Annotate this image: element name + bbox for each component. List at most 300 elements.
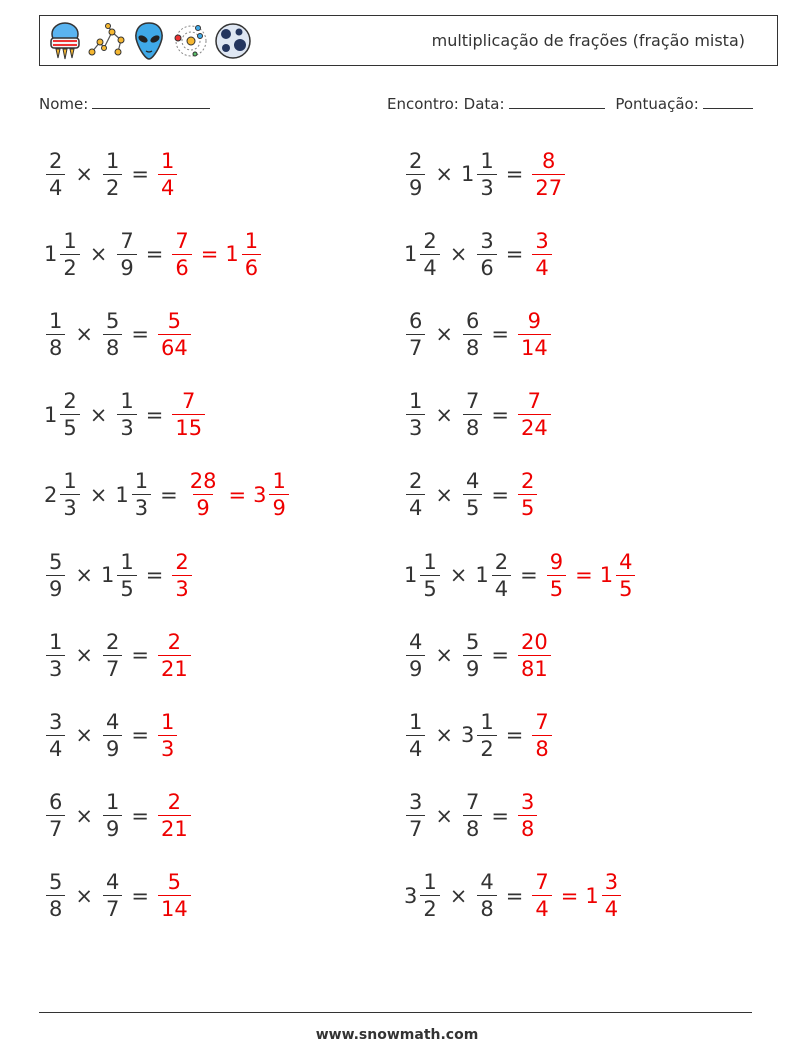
denominator: 5 (60, 414, 79, 441)
numerator: 1 (105, 148, 120, 173)
denominator: 9 (103, 815, 122, 842)
numerator: 1 (244, 228, 259, 253)
ufo-icon (46, 20, 84, 62)
fraction (420, 549, 439, 602)
fraction (172, 388, 205, 441)
numerator: 7 (175, 228, 189, 253)
times-sign: × (435, 643, 453, 668)
denominator: 4 (406, 494, 425, 521)
denominator: 9 (463, 655, 482, 682)
fraction (187, 468, 220, 521)
denominator: 8 (46, 895, 65, 922)
fraction (406, 709, 425, 762)
footer-divider (39, 1012, 752, 1013)
denominator: 4 (46, 174, 65, 201)
fraction (463, 388, 482, 441)
numerator: 2 (409, 148, 423, 173)
fraction (492, 549, 511, 602)
answer (170, 388, 207, 441)
denominator: 3 (132, 494, 151, 521)
header-icons (46, 20, 252, 62)
fraction (117, 228, 136, 281)
answer (530, 709, 553, 762)
answer (156, 308, 193, 361)
numerator: 2 (63, 389, 77, 414)
equals-sign: = (160, 482, 178, 507)
denominator: 8 (103, 334, 122, 361)
numerator: 1 (49, 308, 63, 333)
equals-sign: = (491, 803, 509, 828)
answer (516, 388, 553, 441)
numerator: 4 (465, 469, 480, 494)
fraction (532, 148, 565, 201)
whole-number: 2 (44, 482, 58, 507)
denominator: 9 (269, 494, 288, 521)
fraction (463, 308, 482, 361)
numerator: 3 (520, 790, 535, 815)
fraction (477, 709, 496, 762)
fraction (518, 308, 551, 361)
numerator: 7 (535, 870, 549, 895)
fraction (60, 228, 79, 281)
fraction (477, 228, 496, 281)
numerator: 6 (409, 308, 423, 333)
answer (156, 869, 193, 922)
denominator: 3 (46, 655, 65, 682)
denominator: 5 (616, 575, 635, 602)
numerator: 1 (423, 549, 437, 574)
whole-number: 1 (475, 563, 489, 587)
equals-sign: = (145, 563, 164, 587)
denominator: 2 (420, 895, 439, 922)
numerator: 3 (480, 228, 494, 253)
fraction (420, 228, 439, 281)
times-sign: × (89, 402, 108, 427)
denominator: 3 (406, 414, 425, 441)
denominator: 14 (518, 334, 551, 361)
fraction (103, 789, 122, 842)
denominator: 4 (532, 254, 551, 281)
problem-item (44, 222, 263, 286)
fraction (46, 629, 65, 682)
whole-number: 1 (404, 563, 418, 587)
fraction (547, 549, 566, 602)
denominator: 8 (46, 334, 65, 361)
fraction (477, 148, 496, 201)
problem-item (44, 623, 193, 687)
denominator: 64 (158, 334, 191, 361)
equals-sign: = (505, 242, 524, 267)
equals-sign: = (131, 643, 149, 668)
denominator: 81 (518, 655, 551, 682)
whole-number: 3 (404, 883, 418, 908)
denominator: 3 (117, 414, 136, 441)
denominator: 2 (477, 735, 496, 762)
denominator: 4 (420, 254, 439, 281)
fraction (158, 709, 177, 762)
numerator: 2 (409, 469, 423, 494)
equals-sign: = (145, 242, 164, 267)
denominator: 7 (406, 334, 425, 361)
denominator: 4 (406, 735, 425, 762)
problem-item (44, 302, 193, 366)
denominator: 14 (158, 895, 191, 922)
numerator: 2 (167, 629, 182, 654)
numerator: 2 (494, 549, 509, 574)
answer (530, 148, 567, 201)
times-sign: × (75, 723, 93, 748)
fraction (60, 468, 79, 521)
whole-number: 1 (599, 563, 614, 587)
equals-sign: = (145, 402, 164, 427)
name-field[interactable] (39, 94, 210, 113)
fraction (172, 228, 191, 281)
fraction (158, 148, 177, 201)
equals-sign: = (228, 482, 247, 507)
equals-sign: = (560, 883, 579, 908)
numerator: 4 (480, 870, 494, 895)
numerator: 5 (167, 870, 182, 895)
fraction (463, 468, 482, 521)
problem-item (404, 222, 554, 286)
fraction (117, 549, 136, 602)
denominator: 9 (103, 735, 122, 762)
moon-craters-icon (214, 20, 252, 62)
equals-sign: = (491, 482, 509, 507)
whole-number: 1 (44, 402, 58, 427)
answer (516, 789, 539, 842)
equals-sign: = (505, 883, 524, 908)
problem-item (404, 864, 623, 928)
numerator: 1 (105, 790, 120, 815)
equals-sign: = (200, 242, 219, 267)
numerator: 1 (49, 629, 63, 654)
times-sign: × (75, 803, 93, 828)
numerator: 3 (409, 790, 423, 815)
fraction (60, 388, 79, 441)
numerator: 4 (105, 870, 120, 895)
fraction (463, 789, 482, 842)
answer (530, 228, 553, 281)
numerator: 6 (49, 790, 63, 815)
numerator: 2 (167, 790, 182, 815)
answer (156, 789, 193, 842)
problem-item (404, 302, 553, 366)
fraction (103, 629, 122, 682)
denominator: 8 (477, 895, 496, 922)
problem-item (44, 142, 179, 206)
fraction (518, 388, 551, 441)
numerator: 5 (49, 870, 63, 895)
numerator: 8 (542, 148, 556, 173)
numerator: 5 (465, 629, 480, 654)
score-label: Pontuação: (615, 95, 699, 113)
denominator: 7 (103, 655, 122, 682)
times-sign: × (449, 563, 468, 587)
name-blank[interactable] (92, 94, 210, 109)
answer (530, 869, 623, 922)
fraction (602, 869, 621, 922)
denominator: 3 (60, 494, 79, 521)
times-sign: × (449, 883, 468, 908)
numerator: 2 (105, 629, 120, 654)
fraction (518, 789, 537, 842)
numerator: 1 (409, 389, 423, 414)
denominator: 5 (463, 494, 482, 521)
problem-item (44, 543, 194, 607)
whole-number: 1 (100, 563, 115, 587)
answer (516, 468, 539, 521)
numerator: 1 (120, 389, 134, 414)
denominator: 8 (463, 334, 482, 361)
numerator: 1 (160, 148, 175, 173)
fraction (420, 869, 439, 922)
fraction (46, 549, 65, 602)
numerator: 2 (520, 469, 535, 494)
denominator: 9 (46, 575, 65, 602)
fraction (46, 789, 65, 842)
denominator: 5 (547, 575, 566, 602)
fraction (46, 709, 65, 762)
fraction (406, 148, 425, 201)
problem-item (404, 703, 554, 767)
fraction (132, 468, 151, 521)
denominator: 9 (117, 254, 136, 281)
problem-item (404, 142, 567, 206)
problem-item (44, 463, 291, 527)
fraction (158, 869, 191, 922)
denominator: 2 (103, 174, 122, 201)
denominator: 8 (463, 414, 482, 441)
fraction (103, 148, 122, 201)
numerator: 5 (105, 308, 120, 333)
numerator: 1 (423, 870, 437, 895)
constellation-icon (88, 20, 126, 62)
fraction (242, 228, 261, 281)
denominator: 9 (406, 655, 425, 682)
whole-number: 1 (585, 883, 599, 908)
numerator: 1 (63, 228, 77, 253)
denominator: 8 (532, 735, 551, 762)
equals-sign: = (131, 883, 149, 908)
name-label: Nome: (39, 95, 89, 113)
problem-item (404, 463, 539, 527)
fraction (158, 308, 191, 361)
denominator: 4 (46, 735, 65, 762)
equals-sign: = (505, 162, 524, 186)
denominator: 6 (477, 254, 496, 281)
times-sign: × (75, 322, 93, 347)
numerator: 2 (423, 228, 437, 253)
denominator: 4 (532, 895, 551, 922)
answer (516, 308, 553, 361)
equals-sign: = (131, 723, 149, 748)
numerator: 4 (105, 709, 120, 734)
equals-sign: = (491, 643, 509, 668)
fraction (532, 709, 551, 762)
numerator: 1 (409, 709, 423, 734)
denominator: 8 (463, 815, 482, 842)
fraction (103, 308, 122, 361)
fraction (46, 308, 65, 361)
fraction (532, 228, 551, 281)
denominator: 9 (406, 174, 425, 201)
times-sign: × (75, 563, 93, 587)
denominator: 7 (406, 815, 425, 842)
problem-item (44, 864, 193, 928)
equals-sign: = (131, 162, 149, 186)
numerator: 28 (189, 469, 217, 494)
denominator: 5 (117, 575, 136, 602)
times-sign: × (435, 803, 453, 828)
numerator: 3 (604, 870, 619, 895)
denominator: 8 (518, 815, 537, 842)
fraction (463, 629, 482, 682)
answer (156, 148, 179, 201)
score-blank[interactable] (703, 94, 753, 109)
denominator: 4 (492, 575, 511, 602)
problem-item (44, 703, 179, 767)
solar-system-icon (172, 20, 210, 62)
numerator: 1 (63, 469, 77, 494)
numerator: 1 (480, 709, 494, 734)
numerator: 6 (465, 308, 480, 333)
numerator: 20 (520, 629, 548, 654)
numerator: 7 (465, 790, 480, 815)
numerator: 3 (49, 709, 63, 734)
denominator: 27 (532, 174, 565, 201)
answer (170, 228, 263, 281)
times-sign: × (75, 162, 93, 186)
times-sign: × (449, 242, 468, 267)
whole-number: 1 (225, 242, 239, 267)
date-blank[interactable] (509, 94, 605, 109)
problem-item (44, 784, 193, 848)
equals-sign: = (131, 322, 149, 347)
denominator: 3 (172, 575, 191, 602)
answer (545, 549, 638, 602)
whole-number: 1 (460, 162, 475, 186)
date-score-fields (387, 94, 753, 113)
fraction (518, 629, 551, 682)
times-sign: × (89, 482, 108, 507)
numerator: 1 (120, 549, 134, 574)
denominator: 6 (172, 254, 191, 281)
numerator: 2 (49, 148, 63, 173)
problem-item (404, 784, 539, 848)
times-sign: × (435, 322, 453, 347)
denominator: 7 (103, 895, 122, 922)
fraction (406, 308, 425, 361)
equals-sign: = (131, 803, 149, 828)
equals-sign: = (520, 563, 538, 587)
alien-head-icon (130, 20, 168, 62)
denominator: 15 (172, 414, 205, 441)
fraction (46, 869, 65, 922)
fraction (158, 789, 191, 842)
numerator: 7 (120, 228, 134, 253)
problem-item (404, 383, 553, 447)
numerator: 9 (549, 549, 564, 574)
numerator: 1 (160, 709, 175, 734)
whole-number: 1 (404, 242, 418, 267)
numerator: 4 (409, 629, 423, 654)
equals-sign: = (491, 322, 509, 347)
numerator: 7 (182, 389, 196, 414)
numerator: 9 (527, 308, 542, 333)
fraction (406, 629, 425, 682)
answer (156, 709, 179, 762)
whole-number: 1 (115, 482, 129, 507)
numerator: 7 (465, 389, 480, 414)
denominator: 21 (158, 815, 191, 842)
fraction (616, 549, 635, 602)
whole-number: 3 (460, 723, 475, 748)
fraction (172, 549, 191, 602)
fraction (117, 388, 136, 441)
numerator: 7 (527, 389, 542, 414)
denominator: 21 (158, 655, 191, 682)
denominator: 2 (60, 254, 79, 281)
fraction (158, 629, 191, 682)
numerator: 1 (134, 469, 149, 494)
date-label: Data: (463, 95, 505, 113)
answer (516, 629, 553, 682)
equals-sign: = (505, 723, 524, 748)
denominator: 3 (477, 174, 496, 201)
times-sign: × (89, 242, 108, 267)
equals-sign: = (491, 402, 509, 427)
numerator: 1 (480, 148, 494, 173)
fraction (477, 869, 496, 922)
equals-sign: = (575, 563, 593, 587)
denominator: 24 (518, 414, 551, 441)
encounter-label: Encontro: (387, 95, 459, 113)
answer (185, 468, 291, 521)
fraction (532, 869, 551, 922)
times-sign: × (75, 643, 93, 668)
worksheet-header (39, 15, 778, 66)
denominator: 9 (193, 494, 212, 521)
numerator: 1 (272, 469, 286, 494)
denominator: 6 (242, 254, 261, 281)
problem-item (44, 383, 207, 447)
denominator: 4 (158, 174, 177, 201)
whole-number: 3 (253, 482, 267, 507)
numerator: 4 (619, 549, 633, 574)
numerator: 7 (535, 709, 549, 734)
worksheet-title: multiplicação de frações (fração mista) (431, 31, 745, 50)
numerator: 3 (535, 228, 549, 253)
numerator: 5 (167, 308, 182, 333)
times-sign: × (435, 162, 453, 186)
fraction (103, 869, 122, 922)
fraction (406, 789, 425, 842)
denominator: 5 (420, 575, 439, 602)
fraction (406, 468, 425, 521)
denominator: 7 (46, 815, 65, 842)
denominator: 3 (158, 735, 177, 762)
answer (170, 549, 193, 602)
answer (156, 629, 193, 682)
problem-item (404, 543, 637, 607)
times-sign: × (435, 402, 453, 427)
times-sign: × (435, 482, 453, 507)
fraction (406, 388, 425, 441)
fraction (518, 468, 537, 521)
numerator: 5 (49, 549, 63, 574)
denominator: 4 (602, 895, 621, 922)
